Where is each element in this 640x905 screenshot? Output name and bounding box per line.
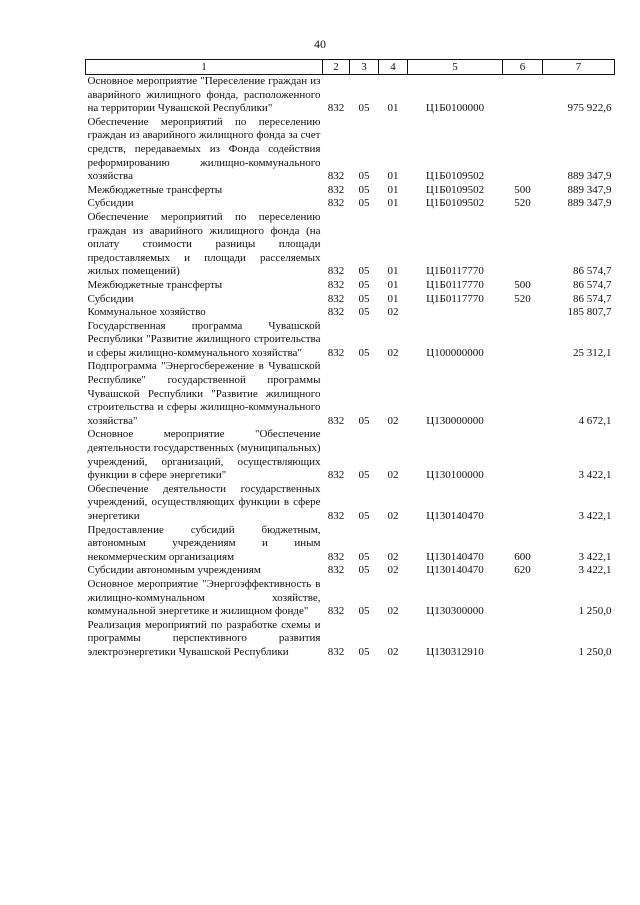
subsection-code-cell: 02 — [387, 306, 399, 319]
section-code-cell: 05 — [358, 564, 370, 577]
target-article-cell: Ц130300000 — [426, 605, 484, 618]
subsection-code-cell: 02 — [387, 414, 399, 427]
section-code-cell: 05 — [358, 292, 370, 305]
page-number: 40 — [314, 37, 326, 51]
table-row — [86, 360, 615, 428]
target-article-cell: Ц1Б0109502 — [425, 197, 485, 210]
target-article-cell: Ц130140470 — [426, 564, 484, 577]
amount-cell: 4 672,1 — [578, 414, 612, 427]
table-row — [86, 483, 615, 524]
target-article-cell: Ц130100000 — [426, 469, 484, 482]
table-row — [86, 578, 615, 619]
column-header-7: 7 — [543, 60, 615, 75]
expense-name-cell: Реализация мероприятий по разработке схемы и программы перспективного развития электроэнергетики Чувашской Республики — [87, 618, 321, 658]
table-body — [86, 75, 615, 660]
expense-name-cell: Межбюджетные трансферты — [87, 278, 223, 291]
subsection-code-cell: 01 — [387, 292, 399, 305]
section-code-cell: 05 — [358, 278, 370, 291]
table-row — [86, 184, 615, 198]
ministry-code-cell: 832 — [327, 102, 345, 115]
ministry-code-cell: 832 — [327, 645, 345, 658]
target-article-cell: Ц130312910 — [426, 645, 484, 658]
ministry-code-cell: 832 — [327, 265, 345, 278]
ministry-code-cell: 832 — [327, 170, 345, 183]
expense-name-cell: Подпрограмма "Энергосбережение в Чувашской Республике" государственной программы Чувашской Республики "Развитие жилищного строительства и сферы жилищно-коммунального хозяйства" — [87, 360, 321, 427]
target-article-cell: Ц1Б0109502 — [425, 183, 485, 196]
expense-type-cell — [503, 320, 543, 361]
column-header-3: 3 — [350, 60, 379, 75]
subsection-code-cell: 02 — [387, 346, 399, 359]
subsection-code-cell: 01 — [387, 102, 399, 115]
expense-type-cell — [503, 75, 543, 116]
ministry-code-cell: 832 — [327, 510, 345, 522]
column-header-4: 4 — [379, 60, 408, 75]
ministry-code-cell: 832 — [327, 183, 345, 196]
amount-cell: 3 422,1 — [578, 550, 612, 563]
table-row — [86, 428, 615, 482]
expense-type-cell: 500 — [514, 183, 531, 196]
amount-cell: 889 347,9 — [567, 170, 612, 183]
amount-cell: 86 574,7 — [573, 265, 612, 278]
column-header-6: 6 — [503, 60, 543, 75]
ministry-code-cell: 832 — [327, 605, 345, 618]
ministry-code-cell: 832 — [327, 278, 345, 291]
ministry-code-cell: 832 — [327, 564, 345, 577]
subsection-code-cell: 02 — [387, 645, 399, 658]
expense-type-cell — [503, 483, 543, 524]
subsection-code-cell: 02 — [387, 469, 399, 482]
table-row — [86, 564, 615, 578]
target-article-cell: Ц130140470 — [426, 550, 484, 563]
amount-cell: 185 807,7 — [567, 306, 612, 319]
expense-name-cell: Субсидии — [87, 197, 134, 210]
amount-cell: 25 312,1 — [573, 346, 612, 359]
amount-cell: 1 250,0 — [578, 645, 612, 658]
ministry-code-cell: 832 — [327, 292, 345, 305]
subsection-code-cell: 01 — [387, 197, 399, 210]
table-row — [86, 75, 615, 116]
expense-type-cell — [503, 578, 543, 619]
subsection-code-cell: 02 — [387, 510, 399, 522]
subsection-code-cell: 02 — [387, 564, 399, 577]
amount-cell: 889 347,9 — [567, 197, 612, 210]
ministry-code-cell: 832 — [327, 306, 345, 319]
table-row — [86, 524, 615, 565]
amount-cell: 975 922,6 — [567, 102, 612, 115]
section-code-cell: 05 — [358, 469, 370, 482]
target-article-cell: Ц1Б0109502 — [425, 170, 485, 183]
amount-cell: 1 250,0 — [578, 605, 612, 618]
section-code-cell: 05 — [358, 605, 370, 618]
expense-type-cell — [503, 360, 543, 428]
table-row — [86, 320, 615, 361]
amount-cell: 86 574,7 — [573, 292, 612, 305]
target-article-cell: Ц130140470 — [426, 510, 484, 522]
section-code-cell: 05 — [358, 197, 370, 210]
section-code-cell: 05 — [358, 183, 370, 196]
table-row — [86, 116, 615, 184]
table-row — [86, 279, 615, 293]
target-article-cell: Ц1Б0117770 — [426, 278, 484, 291]
target-article-cell: Ц130000000 — [426, 414, 484, 427]
expense-name-cell: Обеспечение мероприятий по переселению граждан из аварийного жилищного фонда за счет средств, передаваемых из Фонда содействия реформированию жилищно-коммунального хозяйства — [87, 115, 321, 183]
amount-cell: 86 574,7 — [573, 278, 612, 291]
amount-cell: 3 422,1 — [578, 564, 612, 577]
subsection-code-cell: 01 — [387, 170, 399, 183]
expense-type-cell: 620 — [514, 564, 531, 577]
ministry-code-cell: 832 — [327, 550, 345, 563]
expense-name-cell: Государственная программа Чувашской Республики "Развитие жилищного строительства и сферы жилищно-коммунального хозяйства" — [87, 319, 321, 359]
section-code-cell: 05 — [358, 550, 370, 563]
expense-name-cell: Основное мероприятие "Переселение граждан из аварийного жилищного фонда, расположенного на территории Чувашской Республики" — [87, 75, 321, 115]
expense-type-cell — [503, 116, 543, 184]
section-code-cell: 05 — [358, 645, 370, 658]
expense-name-cell: Коммунальное хозяйство — [87, 306, 206, 319]
expense-name-cell: Обеспечение деятельности государственных учреждений, осуществляющих функции в сфере энергетики — [87, 482, 321, 522]
table-row — [86, 197, 615, 211]
section-code-cell: 05 — [358, 102, 370, 115]
expense-type-cell — [503, 211, 543, 279]
expense-name-cell: Основное мероприятие "Энергоэффективность в жилищно-коммунальном хозяйстве, коммунальной энергетике и жилищном фонде" — [87, 577, 321, 618]
expense-name-cell: Предоставление субсидий бюджетным, автономным учреждениям и иным некоммерческим организациям — [87, 523, 321, 563]
expense-type-cell: 500 — [514, 278, 531, 291]
subsection-code-cell: 01 — [387, 183, 399, 196]
section-code-cell: 05 — [358, 346, 370, 359]
expense-type-cell — [503, 619, 543, 660]
subsection-code-cell: 02 — [387, 605, 399, 618]
section-code-cell: 05 — [358, 510, 370, 522]
column-header-1: 1 — [86, 60, 323, 75]
expense-name-cell: Обеспечение мероприятий по переселению граждан из аварийного жилищного фонда (на оплату стоимости разницы площади предоставляемых и площади расселяемых жилых помещений) — [87, 210, 321, 278]
budget-table — [85, 59, 615, 660]
expense-name-cell: Основное мероприятие "Обеспечение деятельности государственных (муниципальных) учреждений, организаций, осуществляющих функции в сфере энергетики" — [87, 428, 321, 482]
section-code-cell: 05 — [358, 306, 370, 319]
amount-cell: 3 422,1 — [578, 510, 612, 522]
expense-type-cell: 520 — [514, 292, 531, 305]
table-header — [86, 60, 615, 75]
expense-name-cell: Субсидии автономным учреждениям — [87, 564, 261, 577]
subsection-code-cell: 01 — [387, 278, 399, 291]
table-row — [86, 306, 615, 320]
target-article-cell — [408, 306, 503, 320]
target-article-cell: Ц100000000 — [426, 346, 484, 359]
expense-type-cell — [503, 306, 543, 320]
amount-cell: 889 347,9 — [567, 183, 612, 196]
section-code-cell: 05 — [358, 265, 370, 278]
expense-name-cell: Субсидии — [87, 292, 134, 305]
target-article-cell: Ц1Б0117770 — [426, 292, 484, 305]
expense-type-cell: 600 — [514, 550, 531, 563]
column-header-5: 5 — [408, 60, 503, 75]
table-row — [86, 211, 615, 279]
target-article-cell: Ц1Б0117770 — [426, 265, 484, 278]
table-row — [86, 293, 615, 307]
section-code-cell: 05 — [358, 414, 370, 427]
ministry-code-cell: 832 — [327, 414, 345, 427]
expense-type-cell: 520 — [514, 197, 531, 210]
expense-type-cell — [503, 428, 543, 482]
subsection-code-cell: 01 — [387, 265, 399, 278]
table-row — [86, 619, 615, 660]
section-code-cell: 05 — [358, 170, 370, 183]
target-article-cell: Ц1Б0100000 — [425, 102, 485, 115]
expense-name-cell: Межбюджетные трансферты — [87, 183, 223, 196]
column-header-2: 2 — [323, 60, 350, 75]
amount-cell: 3 422,1 — [578, 469, 612, 482]
ministry-code-cell: 832 — [327, 346, 345, 359]
ministry-code-cell: 832 — [327, 197, 345, 210]
ministry-code-cell: 832 — [327, 469, 345, 482]
subsection-code-cell: 02 — [387, 550, 399, 563]
